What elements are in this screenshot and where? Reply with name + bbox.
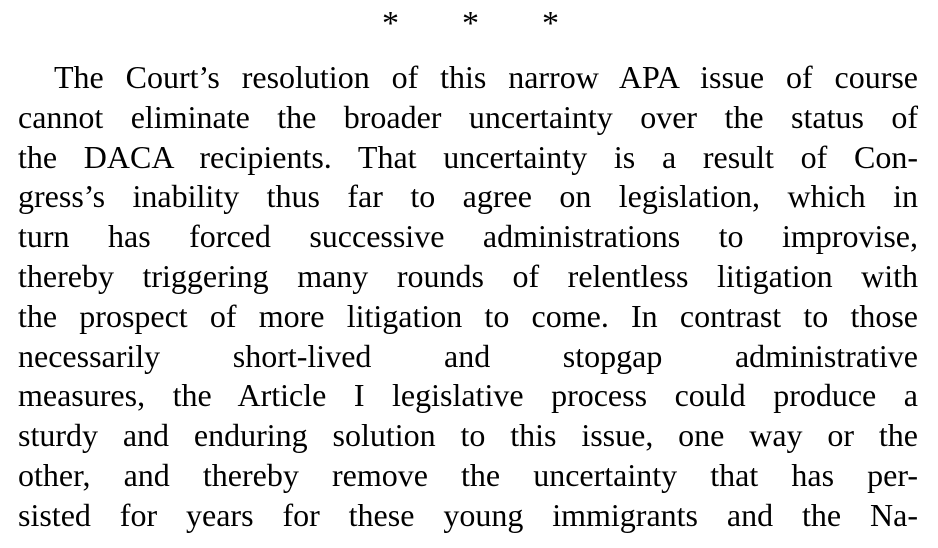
paragraph-line: cannot eliminate the broader uncertainty over the status of: [18, 98, 918, 135]
section-separator: [0, 4, 938, 44]
paragraph-line: other, and thereby remove the uncertainty that has per-: [18, 456, 918, 493]
paragraph-line: measures, the Article I legislative process could produce a: [18, 377, 918, 414]
paragraph-line: thereby triggering many rounds of relentless litigation with: [18, 257, 918, 294]
paragraph-line: sisted for years for these young immigrants and the Na-: [18, 496, 918, 533]
paragraph-line: the prospect of more litigation to come. In contrast to those: [18, 297, 918, 334]
paragraph-line: sturdy and enduring solution to this issue, one way or the: [18, 417, 918, 454]
paragraph-line: turn has forced successive administrations to improvise,: [18, 218, 918, 255]
paragraph-line: necessarily short-lived and stopgap administrative: [18, 337, 918, 374]
paragraph-line: the DACA recipients. That uncertainty is a result of Con-: [18, 138, 918, 175]
separator-asterisk: *: [462, 5, 479, 42]
paragraph-line: The Court’s resolution of this narrow APA issue of course: [54, 59, 918, 95]
body-paragraph: [18, 58, 918, 536]
separator-asterisk: *: [382, 5, 399, 42]
paragraph-line: gress’s inability thus far to agree on legislation, which in: [18, 178, 918, 215]
separator-asterisk: *: [542, 5, 559, 42]
